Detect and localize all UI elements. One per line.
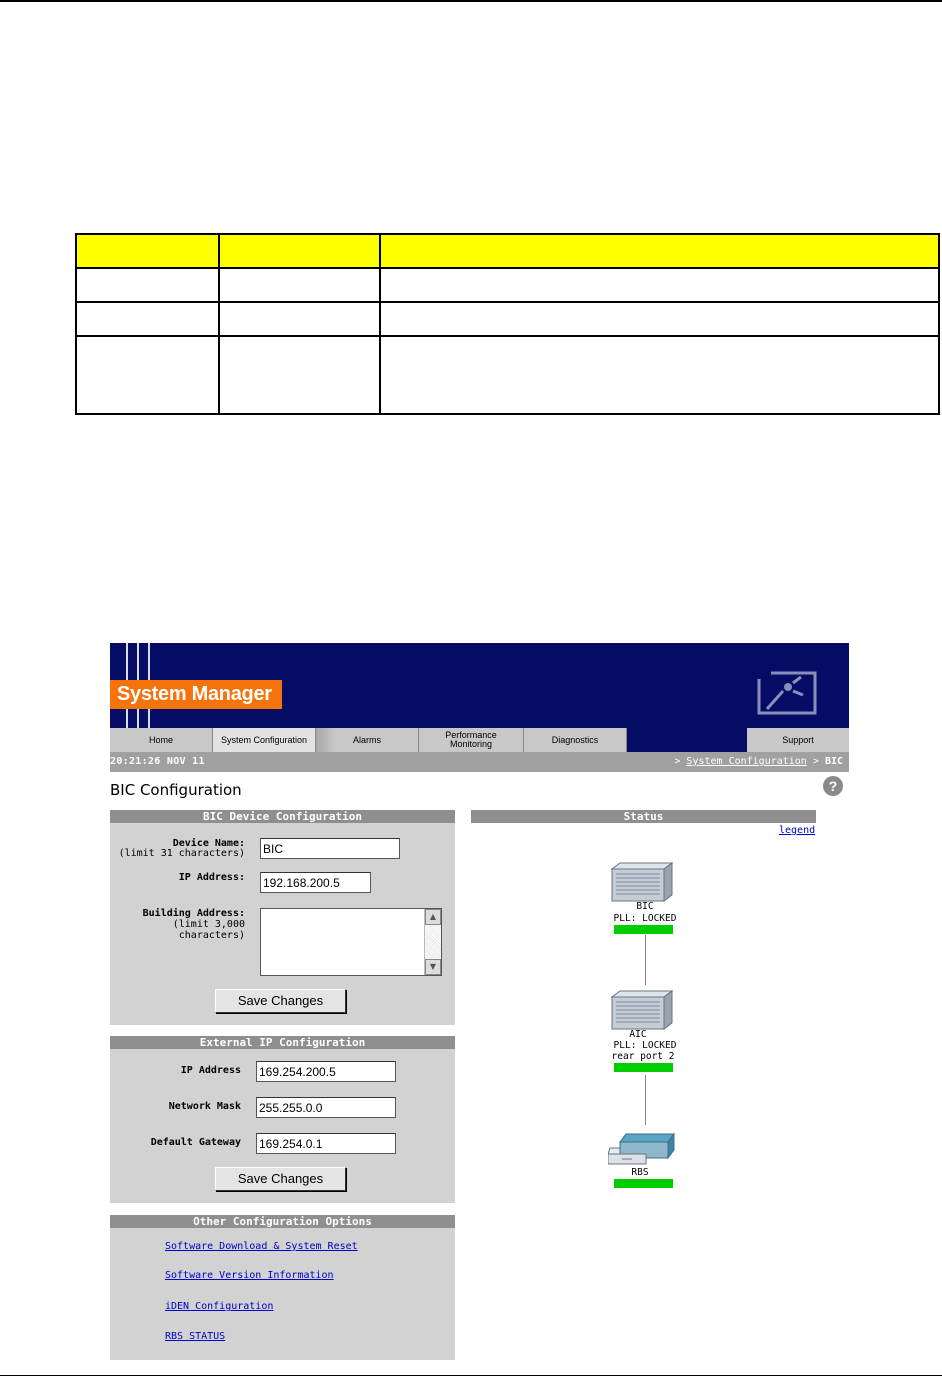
device-name-input[interactable]: BIC <box>260 838 400 859</box>
bic-node-name: BIC <box>636 901 654 912</box>
app-logo: System Manager <box>110 680 282 709</box>
device-name-hint: (limit 31 characters) <box>118 848 245 859</box>
nav-tabs <box>110 728 849 752</box>
table-cell <box>76 336 219 414</box>
panel-heading: Other Configuration Options <box>110 1215 455 1228</box>
table-cell <box>380 336 939 414</box>
top-rule <box>0 0 942 2</box>
rbs-node-name: RBS <box>631 1167 649 1178</box>
connector-line <box>645 1075 646 1125</box>
tab-system-configuration[interactable]: System Configuration <box>213 728 316 752</box>
system-manager-screenshot <box>110 643 849 1360</box>
building-address-textarea[interactable] <box>260 908 442 976</box>
clock: 20:21:26 NOV 11 <box>110 756 205 767</box>
page-title: BIC Configuration <box>110 781 242 799</box>
external-ip-panel <box>110 1036 455 1203</box>
tab-support[interactable]: Support <box>747 728 849 752</box>
header-banner <box>110 643 849 728</box>
textarea-scrollbar[interactable] <box>424 909 441 975</box>
link-rbs-status[interactable]: RBS STATUS <box>165 1331 226 1342</box>
breadcrumb-separator: > <box>674 756 681 767</box>
rbs-status-bar <box>614 1179 673 1188</box>
connector-line <box>645 935 646 985</box>
aic-status-bar <box>614 1063 673 1072</box>
ip-address-input[interactable]: 192.168.200.5 <box>260 872 371 893</box>
bic-status-bar <box>614 925 673 934</box>
brand-mark-icon <box>753 669 821 717</box>
network-mask-input[interactable]: 255.255.0.0 <box>256 1097 396 1118</box>
tab-home[interactable]: Home <box>110 728 213 752</box>
panel-heading: External IP Configuration <box>110 1036 455 1049</box>
tab-performance-monitoring[interactable]: Performance Monitoring <box>419 728 524 752</box>
aic-node-port: rear port 2 <box>611 1051 675 1062</box>
bic-chassis-icon[interactable] <box>608 861 676 905</box>
link-software-version[interactable]: Software Version Information <box>165 1270 334 1281</box>
table-cell <box>380 268 939 302</box>
table-row <box>76 302 939 336</box>
external-ip-input[interactable]: 169.254.200.5 <box>256 1061 396 1082</box>
link-iden-configuration[interactable]: iDEN Configuration <box>165 1301 274 1312</box>
legend-link[interactable]: legend <box>779 825 816 836</box>
aic-node-pll: PLL: LOCKED <box>613 1040 677 1051</box>
table-cell <box>380 302 939 336</box>
bottom-rule <box>0 1375 942 1376</box>
building-address-label: Building Address: <box>142 908 245 919</box>
scroll-down-icon[interactable]: ▼ <box>425 959 441 975</box>
breadcrumb-current: BIC <box>824 756 843 767</box>
table-cell <box>76 234 219 268</box>
tab-diagnostics[interactable]: Diagnostics <box>524 728 627 752</box>
table-cell <box>219 268 380 302</box>
breadcrumb-separator: > <box>812 756 819 767</box>
help-icon[interactable]: ? <box>823 776 843 796</box>
table-row <box>76 268 939 302</box>
document-table <box>75 233 940 415</box>
breadcrumb <box>674 752 843 772</box>
table-cell <box>219 302 380 336</box>
panel-heading: BIC Device Configuration <box>110 810 455 823</box>
scroll-up-icon[interactable]: ▲ <box>425 909 441 925</box>
save-changes-button[interactable]: Save Changes <box>215 989 346 1013</box>
tab-alarms[interactable]: Alarms <box>316 728 419 752</box>
link-software-download[interactable]: Software Download & System Reset <box>165 1241 358 1252</box>
aic-node-name: AIC <box>629 1029 647 1040</box>
table-cell <box>76 302 219 336</box>
breadcrumb-system-configuration[interactable]: System Configuration <box>686 756 807 767</box>
ip-address-label: IP Address: <box>178 872 245 883</box>
save-changes-button[interactable]: Save Changes <box>215 1167 346 1191</box>
other-options-panel <box>110 1215 455 1360</box>
building-address-hint: (limit 3,000 characters) <box>172 919 245 941</box>
table-header-row <box>76 234 939 268</box>
default-gateway-label: Default Gateway <box>150 1137 241 1148</box>
bic-node-pll: PLL: LOCKED <box>613 913 677 924</box>
table-cell <box>76 268 219 302</box>
network-mask-label: Network Mask <box>168 1101 241 1112</box>
status-bar <box>110 752 849 772</box>
device-name-label: Device Name: <box>172 838 245 849</box>
aic-chassis-icon[interactable] <box>608 989 676 1033</box>
table-cell <box>219 336 380 414</box>
external-ip-label: IP Address <box>180 1065 241 1076</box>
table-row <box>76 336 939 414</box>
table-cell <box>219 234 380 268</box>
status-heading: Status <box>471 810 816 823</box>
table-cell <box>380 234 939 268</box>
bic-device-panel <box>110 810 455 1025</box>
default-gateway-input[interactable]: 169.254.0.1 <box>256 1133 396 1154</box>
rbs-drawer-icon[interactable] <box>608 1128 678 1166</box>
